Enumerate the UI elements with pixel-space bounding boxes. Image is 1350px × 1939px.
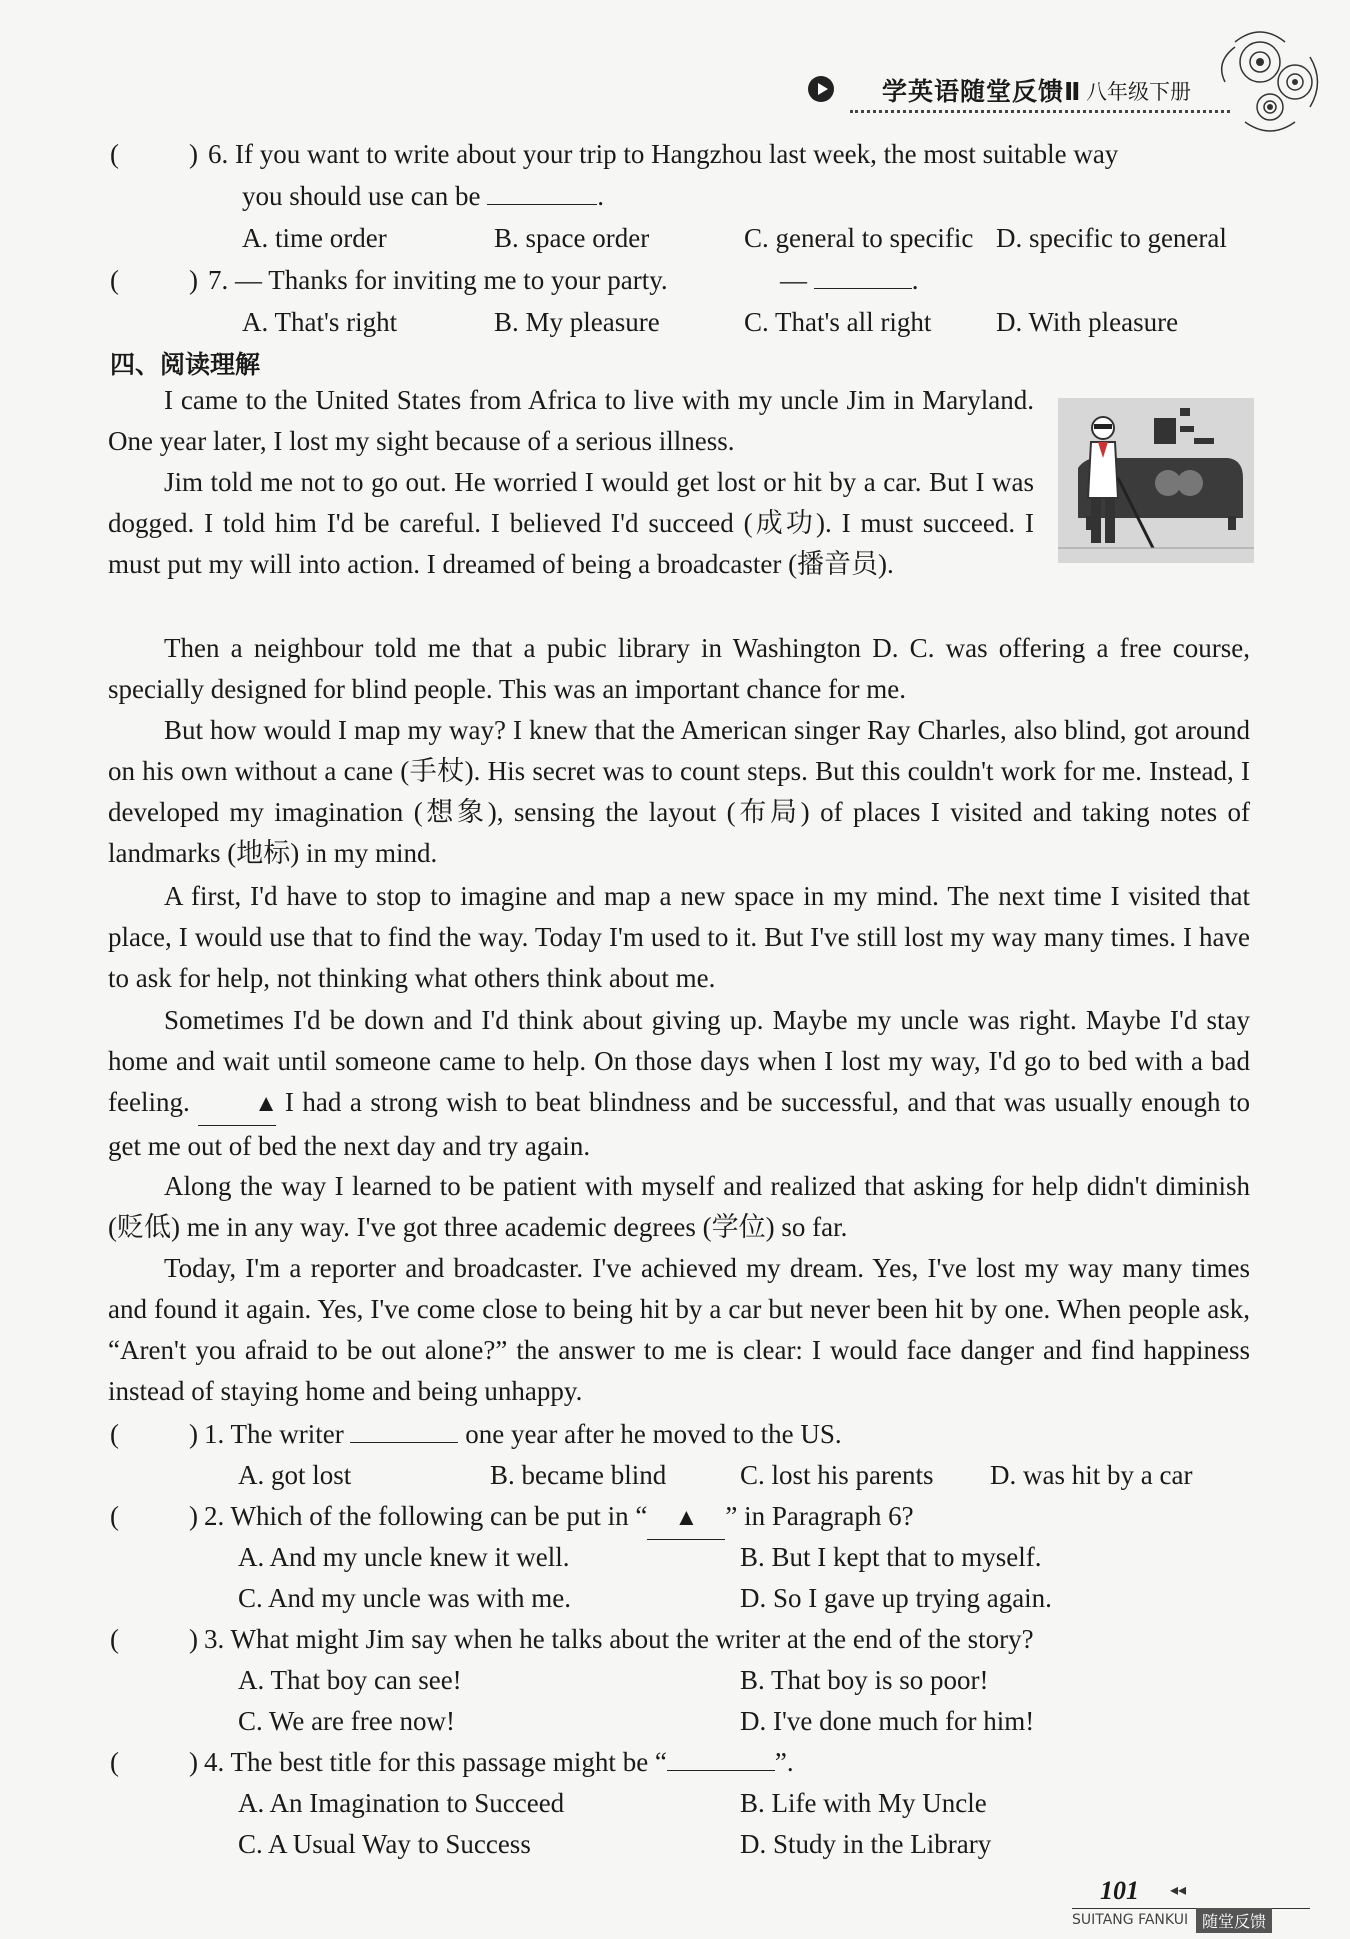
answer-blank[interactable]: [350, 1416, 458, 1443]
question-6-line2: you should use can be .: [242, 176, 604, 217]
book-subtitle: 八年级下册: [1086, 80, 1191, 104]
option-d[interactable]: D. With pleasure: [996, 307, 1179, 337]
passage-paragraph-3: Then a neighbour told me that a pubic library in Washington D. C. was offering a free course, specially designed for blind people. This was an important chance for me.: [108, 633, 1250, 704]
option-b[interactable]: B. But I kept that to myself.: [740, 1542, 1042, 1572]
option-b[interactable]: B. space order: [494, 223, 650, 253]
answer-blank[interactable]: [667, 1744, 775, 1771]
question-number: 1.: [204, 1419, 225, 1449]
passage-paragraph-1: I came to the United States from Africa to live with my uncle Jim in Maryland. One year later, I lost my sight because of a serious illness.: [108, 385, 1034, 456]
option-d[interactable]: D. So I gave up trying again.: [740, 1583, 1052, 1613]
footer-brand-en: SUITANG FANKUI: [1072, 1912, 1189, 1928]
question-text: — Thanks for inviting me to your party.: [235, 265, 668, 295]
passage-paragraph-7: Along the way I learned to be patient with myself and realized that asking for help didn't diminish (贬低) me in any way. I've got three academic degrees (学位) so far.: [108, 1171, 1250, 1242]
section-title: 四、阅读理解: [110, 350, 261, 379]
option-c[interactable]: C. general to specific: [744, 223, 974, 253]
option-c[interactable]: C. And my uncle was with me.: [238, 1583, 571, 1613]
triangle-blank: ▲: [647, 1498, 725, 1540]
question-text: If you want to write about your trip to Hangzhou last week, the most suitable way: [235, 139, 1119, 169]
passage-paragraph-5: A first, I'd have to stop to imagine and map a new space in my mind. The next time I visited that place, I would use that to find the way. Today I'm used to it. But I've still lost my way many times. I have to ask for help, not thinking what others think about me.: [108, 881, 1250, 993]
option-d[interactable]: D. I've done much for him!: [740, 1706, 1035, 1736]
question-number: 4.: [204, 1747, 225, 1777]
blind-man-illustration: [1058, 398, 1254, 563]
option-b[interactable]: B. My pleasure: [494, 307, 660, 337]
option-b[interactable]: B. Life with My Uncle: [740, 1788, 987, 1818]
question-number: 6.: [208, 139, 229, 169]
option-a[interactable]: A. And my uncle knew it well.: [238, 1542, 570, 1572]
option-d[interactable]: D. specific to general: [996, 223, 1227, 253]
triangle-blank: ▲: [198, 1084, 276, 1126]
flower-ornament-icon: [1215, 22, 1330, 142]
answer-blank[interactable]: [487, 178, 597, 205]
page-number: 101: [1100, 1876, 1139, 1905]
footer-rule: [1072, 1908, 1310, 1909]
option-a[interactable]: A. An Imagination to Succeed: [238, 1788, 565, 1818]
question-number: 2.: [204, 1501, 225, 1531]
option-c[interactable]: C. lost his parents: [740, 1460, 934, 1490]
question-number: 3.: [204, 1624, 225, 1654]
option-c[interactable]: C. We are free now!: [238, 1706, 455, 1736]
page-header: [800, 62, 1260, 122]
header-dotted-rule: [850, 110, 1230, 113]
play-icon: [808, 76, 834, 102]
option-a[interactable]: A. That's right: [242, 307, 398, 337]
option-a[interactable]: A. got lost: [238, 1460, 352, 1490]
arrows-icon: ◂◂: [1170, 1882, 1187, 1899]
option-b[interactable]: B. That boy is so poor!: [740, 1665, 989, 1695]
option-d[interactable]: D. Study in the Library: [740, 1829, 992, 1859]
passage-paragraph-4: But how would I map my way? I knew that the American singer Ray Charles, also blind, got around on his own without a cane (手杖). His secret was to count steps. But this couldn't work for me. Instead, I developed my imagination (想象), sensing the layout (布局) of places I visited and taking notes of landmarks (地标) in my mind.: [108, 715, 1250, 868]
passage-paragraph-2: Jim told me not to go out. He worried I would get lost or hit by a car. But I was dogged. I told him I'd be careful. I believed I'd succeed (成功). I must succeed. I must put my will into action. I dreamed of being a broadcaster (播音员).: [108, 467, 1034, 579]
book-title: 学英语随堂反馈Ⅱ: [882, 77, 1082, 106]
passage-paragraph-8: Today, I'm a reporter and broadcaster. I've achieved my dream. Yes, I've lost my way many times and found it again. Yes, I've come close to being hit by a car but never been hit by one. When people ask, “Aren't you afraid to be out alone?” the answer to me is clear: I would face danger and find happiness instead of staying home and being unhappy.: [108, 1253, 1250, 1406]
option-a[interactable]: A. That boy can see!: [238, 1665, 462, 1695]
option-b[interactable]: B. became blind: [490, 1460, 667, 1490]
option-c[interactable]: C. That's all right: [744, 307, 932, 337]
option-c[interactable]: C. A Usual Way to Success: [238, 1829, 531, 1859]
question-number: 7.: [208, 265, 229, 295]
passage-paragraph-6: Sometimes I'd be down and I'd think about giving up. Maybe my uncle was right. Maybe I'd stay home and wait until someone came to help. On those days when I lost my way, I'd go to bed with a bad feeling. ▲ I had a strong wish to beat blindness and be successful, and that was usually enough to get me out of bed the next day and try again.: [108, 1005, 1251, 1161]
option-d[interactable]: D. was hit by a car: [990, 1460, 1193, 1490]
footer-brand-badge: 随堂反馈: [1196, 1908, 1272, 1933]
option-a[interactable]: A. time order: [242, 223, 387, 253]
answer-blank[interactable]: [814, 262, 912, 289]
